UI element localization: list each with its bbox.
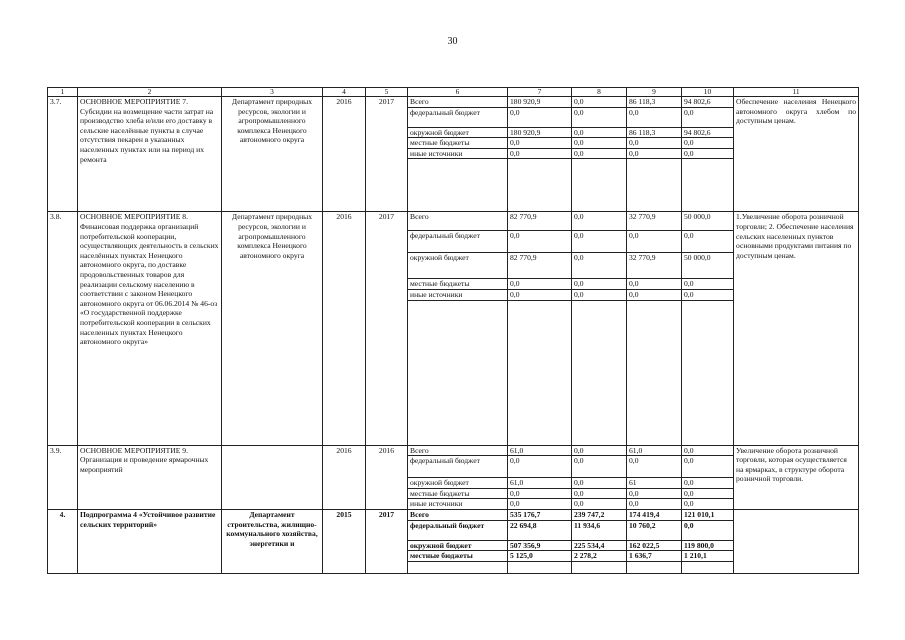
source-label: иные источники [408, 499, 508, 510]
value-cell: 0,0 [508, 488, 572, 499]
value-cell: 119 800,0 [682, 540, 734, 551]
source-label: окружной бюджет [408, 127, 508, 138]
value-cell: 0,0 [572, 107, 627, 127]
value-cell: 0,0 [627, 138, 682, 149]
col-header: 8 [572, 88, 627, 97]
value-cell: 32 770,9 [627, 212, 682, 231]
source-label: местные бюджеты [408, 279, 508, 290]
value-cell: 0,0 [627, 488, 682, 499]
value-cell: 94 802,6 [682, 97, 734, 108]
source-label: федеральный бюджет [408, 456, 508, 478]
value-cell: 0,0 [572, 212, 627, 231]
item-end-year: 2017 [366, 97, 408, 212]
col-header: 10 [682, 88, 734, 97]
source-label: местные бюджеты [408, 488, 508, 499]
item-result: Увеличение оборота розничной торговли, которая осуществляется на ярмарках, в структуре оборота розничной торговли. [734, 445, 859, 509]
item-executor: Департамент природных ресурсов, экологии и агропромышленного комплекса Ненецкого автономного округа [222, 97, 323, 212]
source-label: местные бюджеты [408, 551, 508, 562]
item-name: ОСНОВНОЕ МЕРОПРИЯТИЕ 9. Организация и проведение ярмарочных мероприятий [78, 445, 222, 509]
value-cell: 61 [627, 478, 682, 489]
item-start-year: 2016 [323, 212, 366, 445]
col-header: 1 [48, 88, 78, 97]
column-number-header [48, 88, 859, 97]
value-cell: 61,0 [508, 478, 572, 489]
value-cell: 0,0 [508, 289, 572, 300]
value-cell: 86 118,3 [627, 127, 682, 138]
value-cell: 0,0 [627, 289, 682, 300]
value-cell: 0,0 [508, 138, 572, 149]
value-cell: 86 118,3 [627, 97, 682, 108]
value-cell: 0,0 [572, 279, 627, 290]
value-cell: 10 760,2 [627, 520, 682, 540]
item-name: Подпрограмма 4 «Устойчивое развитие сельских территорий» [78, 509, 222, 573]
source-label: Всего [408, 212, 508, 231]
value-cell: 61,0 [627, 445, 682, 456]
value-cell: 121 010,1 [682, 509, 734, 520]
value-cell: 0,0 [508, 107, 572, 127]
source-label: федеральный бюджет [408, 520, 508, 540]
value-cell: 239 747,2 [572, 509, 627, 520]
value-cell: 0,0 [572, 478, 627, 489]
item-start-year: 2015 [323, 509, 366, 573]
item-name: ОСНОВНОЕ МЕРОПРИЯТИЕ 8. Финансовая поддержка организаций потребительской кооперации, осуществляющих деятельность в сельских населённых пунктах Ненецкого автономного округа, по доставке продовольственных товаров для реализации сельскому населению в соответствии с законом Ненецкого автономного округа от 06.06.2014 № 46-оз «О государственной поддержке потребительской кооперации в сельских населенных пунктах Ненецкого автономного округа» [78, 212, 222, 445]
table-row [48, 445, 859, 456]
value-cell: 507 356,9 [508, 540, 572, 551]
value-cell: 0,0 [682, 289, 734, 300]
value-cell: 180 920,9 [508, 127, 572, 138]
value-cell: 50 000,0 [682, 212, 734, 231]
value-cell: 0,0 [682, 107, 734, 127]
value-cell: 0,0 [572, 488, 627, 499]
value-cell: 11 934,6 [572, 520, 627, 540]
page-number: 30 [447, 36, 458, 47]
item-number: 3.9. [48, 445, 78, 509]
item-executor: Департамент природных ресурсов, экологии и агропромышленного комплекса Ненецкого автономного округа [222, 212, 323, 445]
source-label: иные источники [408, 148, 508, 159]
col-header: 2 [78, 88, 222, 97]
value-cell: 0,0 [682, 520, 734, 540]
value-cell: 0,0 [682, 148, 734, 159]
value-cell: 180 920,9 [508, 97, 572, 108]
item-end-year: 2017 [366, 509, 408, 573]
value-cell: 162 022,5 [627, 540, 682, 551]
value-cell: 0,0 [508, 148, 572, 159]
value-cell: 0,0 [627, 456, 682, 478]
program-table [47, 87, 859, 574]
col-header: 3 [222, 88, 323, 97]
source-label: местные бюджеты [408, 138, 508, 149]
value-cell: 0,0 [508, 231, 572, 253]
item-end-year: 2017 [366, 212, 408, 445]
value-cell: 0,0 [682, 488, 734, 499]
item-number: 3.7. [48, 97, 78, 212]
value-cell: 2 278,2 [572, 551, 627, 562]
table-row [48, 97, 859, 108]
value-cell: 22 694,8 [508, 520, 572, 540]
value-cell: 0,0 [508, 279, 572, 290]
value-cell: 0,0 [508, 499, 572, 510]
value-cell: 0,0 [572, 289, 627, 300]
item-number: 3.8. [48, 212, 78, 445]
value-cell: 0,0 [682, 445, 734, 456]
value-cell: 0,0 [682, 478, 734, 489]
item-number: 4. [48, 509, 78, 573]
source-label: иные источники [408, 289, 508, 300]
value-cell: 5 125,0 [508, 551, 572, 562]
table-row [48, 509, 859, 520]
value-cell: 225 534,4 [572, 540, 627, 551]
value-cell: 0,0 [572, 456, 627, 478]
item-executor: Департамент строительства, жилищно-коммунального хозяйства, энергетики и [222, 509, 323, 573]
table-row [48, 212, 859, 231]
value-cell: 535 176,7 [508, 509, 572, 520]
value-cell: 0,0 [572, 97, 627, 108]
value-cell: 82 770,9 [508, 212, 572, 231]
value-cell: 50 000,0 [682, 253, 734, 279]
value-cell: 0,0 [682, 499, 734, 510]
col-header: 6 [408, 88, 508, 97]
value-cell: 0,0 [572, 253, 627, 279]
value-cell: 0,0 [682, 138, 734, 149]
source-label: окружной бюджет [408, 540, 508, 551]
source-label: окружной бюджет [408, 478, 508, 489]
value-cell: 0,0 [572, 148, 627, 159]
source-label: Всего [408, 97, 508, 108]
source-label: федеральный бюджет [408, 231, 508, 253]
item-start-year: 2016 [323, 445, 366, 509]
value-cell: 32 770,9 [627, 253, 682, 279]
value-cell: 0,0 [572, 445, 627, 456]
item-end-year: 2016 [366, 445, 408, 509]
value-cell: 0,0 [508, 456, 572, 478]
col-header: 7 [508, 88, 572, 97]
value-cell: 61,0 [508, 445, 572, 456]
value-cell: 0,0 [572, 127, 627, 138]
item-start-year: 2016 [323, 97, 366, 212]
item-result: Обеспечение населения Ненецкого автономного округа хлебом по доступным ценам. [734, 97, 859, 212]
value-cell: 1 210,1 [682, 551, 734, 562]
value-cell: 0,0 [627, 279, 682, 290]
item-executor [222, 445, 323, 509]
value-cell: 0,0 [627, 148, 682, 159]
value-cell: 0,0 [627, 499, 682, 510]
item-name: ОСНОВНОЕ МЕРОПРИЯТИЕ 7. Субсидии на возмещение части затрат на производство хлеба и/или его доставку в сельские населённые пункты в случае отсутствия пекарен в указанных населенных пунктах или на период их ремонта [78, 97, 222, 212]
source-label: окружной бюджет [408, 253, 508, 279]
value-cell: 0,0 [682, 231, 734, 253]
col-header: 5 [366, 88, 408, 97]
value-cell: 0,0 [572, 231, 627, 253]
value-cell: 0,0 [682, 456, 734, 478]
value-cell: 82 770,9 [508, 253, 572, 279]
source-label: Всего [408, 509, 508, 520]
source-label: федеральный бюджет [408, 107, 508, 127]
value-cell: 94 802,6 [682, 127, 734, 138]
value-cell: 174 419,4 [627, 509, 682, 520]
value-cell: 0,0 [572, 138, 627, 149]
source-label: Всего [408, 445, 508, 456]
col-header: 4 [323, 88, 366, 97]
value-cell: 1 636,7 [627, 551, 682, 562]
value-cell: 0,0 [572, 499, 627, 510]
col-header: 11 [734, 88, 859, 97]
value-cell: 0,0 [627, 231, 682, 253]
item-result: 1.Увеличение оборота розничной торговли; 2. Обеспечение населения сельских населенных пунктов основными продуктами питания по доступным ценам. [734, 212, 859, 445]
col-header: 9 [627, 88, 682, 97]
value-cell: 0,0 [627, 107, 682, 127]
item-result [734, 509, 859, 573]
value-cell: 0,0 [682, 279, 734, 290]
